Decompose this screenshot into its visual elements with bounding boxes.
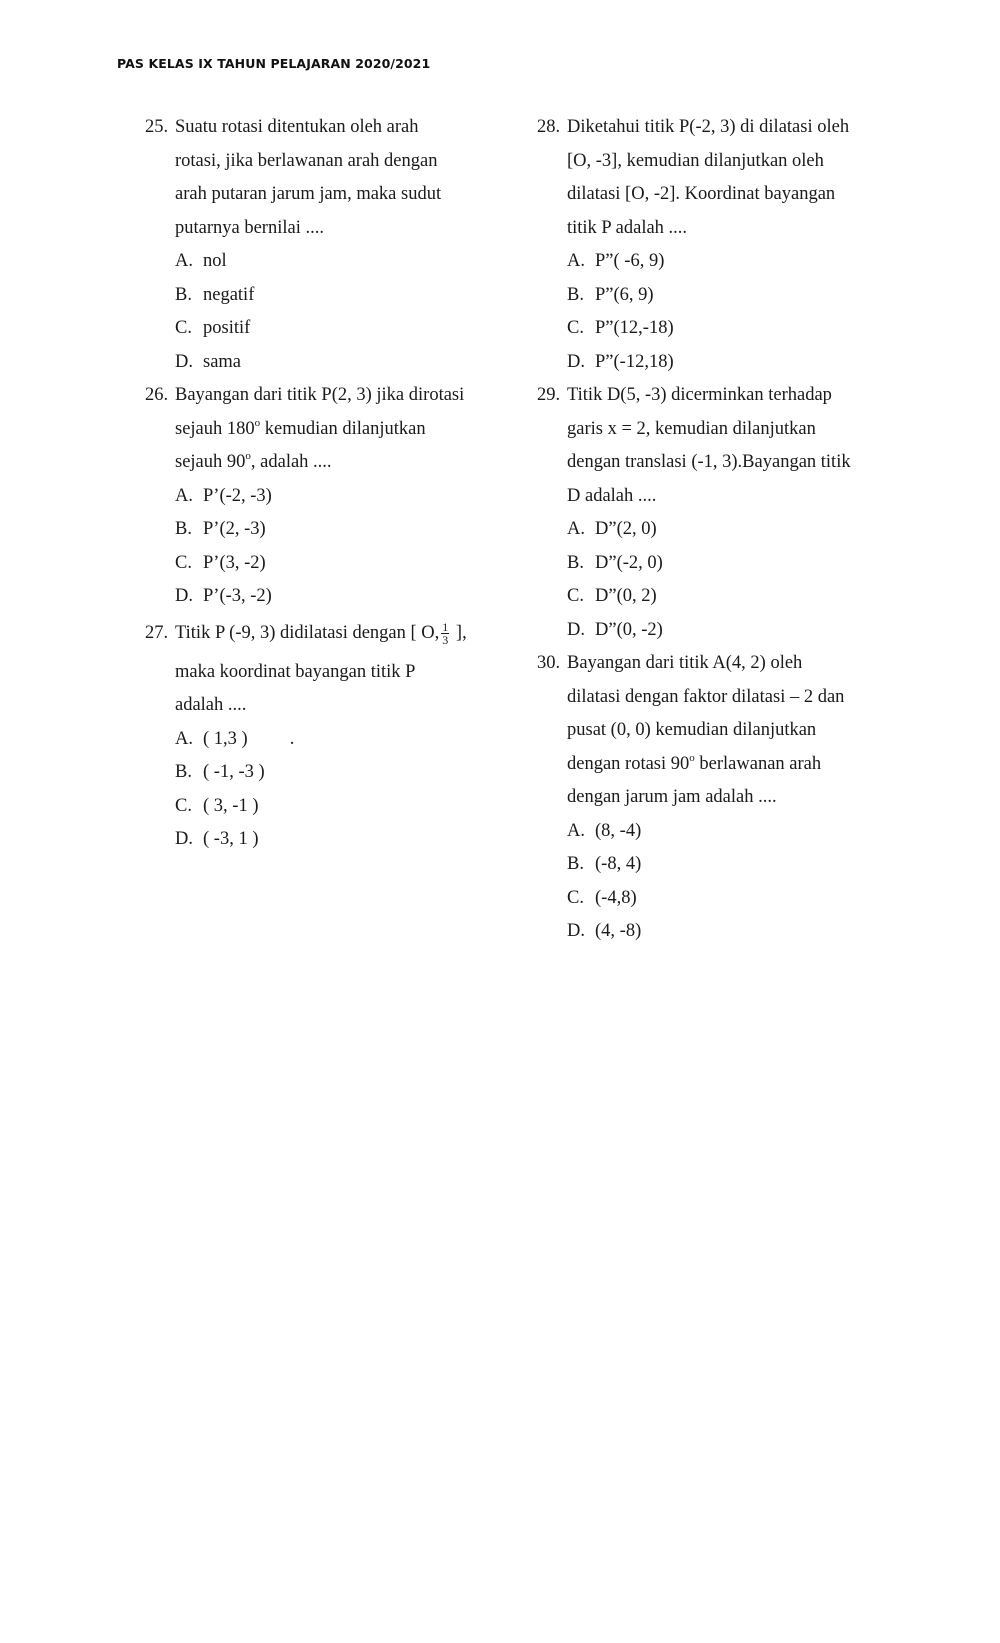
text: ], xyxy=(451,622,467,643)
degree-sup: o xyxy=(689,751,695,764)
option-a[interactable] xyxy=(537,245,882,279)
option-text: ( -3, 1 ) xyxy=(203,829,259,849)
question-text xyxy=(145,446,485,480)
option-text: D”(-2, 0) xyxy=(595,552,663,573)
question-text: arah putaran jarum jam, maka sudut xyxy=(175,184,442,204)
option-letter: C. xyxy=(567,887,584,908)
question-text: Titik D(5, -3) dicerminkan terhadap xyxy=(567,385,832,405)
option-d[interactable] xyxy=(537,346,882,380)
text: dengan rotasi 90 xyxy=(567,753,690,774)
option-letter: D. xyxy=(175,829,193,849)
text: sejauh 90 xyxy=(175,452,246,472)
question-number: 28. xyxy=(537,117,561,137)
question-text: garis x = 2, kemudian dilanjutkan xyxy=(567,418,816,439)
question-text: putarnya bernilai .... xyxy=(175,217,324,238)
option-text: P’(2, -3) xyxy=(203,519,266,539)
question-text: adalah .... xyxy=(175,695,247,715)
option-d[interactable] xyxy=(145,346,485,380)
question-text: Diketahui titik P(-2, 3) di dilatasi oleh xyxy=(567,117,850,137)
question-text xyxy=(145,413,485,447)
option-b[interactable] xyxy=(537,848,882,882)
question-30 xyxy=(537,647,882,949)
option-a[interactable] xyxy=(145,723,485,757)
degree-sup: o xyxy=(245,450,251,462)
question-number: 30. xyxy=(537,653,561,673)
option-text: nol xyxy=(203,251,227,271)
option-letter: D. xyxy=(567,351,585,372)
fraction-denominator: 3 xyxy=(442,632,449,647)
option-text: sama xyxy=(203,351,242,372)
option-letter: B. xyxy=(567,552,584,573)
option-text: D”(0, -2) xyxy=(595,619,663,640)
option-text: positif xyxy=(203,318,251,338)
option-letter: B. xyxy=(175,762,192,782)
option-letter: B. xyxy=(567,284,584,305)
option-d[interactable] xyxy=(145,823,485,857)
option-a[interactable] xyxy=(537,513,882,547)
option-letter: A. xyxy=(567,519,585,539)
question-text: pusat (0, 0) kemudian dilanjutkan xyxy=(567,720,817,740)
degree-sup: o xyxy=(254,416,261,429)
option-letter: A. xyxy=(567,820,585,841)
question-text xyxy=(537,748,882,782)
question-25 xyxy=(145,111,485,379)
question-text: dengan jarum jam adalah .... xyxy=(567,787,777,807)
option-letter: A. xyxy=(175,251,193,271)
option-text: (4, -8) xyxy=(595,921,642,941)
option-text: P’(3, -2) xyxy=(203,552,266,573)
option-d[interactable] xyxy=(537,614,882,648)
option-letter: C. xyxy=(567,586,584,606)
page-header: PAS KELAS IX TAHUN PELAJARAN 2020/2021 xyxy=(117,56,431,71)
question-text: dengan translasi (-1, 3).Bayangan titik xyxy=(567,452,851,472)
option-c[interactable] xyxy=(537,312,882,346)
text: berlawanan arah xyxy=(694,753,822,774)
option-text: (-8, 4) xyxy=(595,854,642,874)
option-d[interactable] xyxy=(145,580,485,614)
option-b[interactable] xyxy=(537,547,882,581)
option-letter: D. xyxy=(567,921,585,941)
question-text: Suatu rotasi ditentukan oleh arah xyxy=(175,117,419,137)
option-letter: D. xyxy=(175,351,193,372)
option-letter: A. xyxy=(175,728,193,749)
question-text: Bayangan dari titik P(2, 3) jika dirotasi xyxy=(175,385,465,405)
option-b[interactable] xyxy=(537,279,882,313)
question-26 xyxy=(145,379,485,614)
option-text: ( 3, -1 ) xyxy=(203,795,259,816)
text: Titik P (-9, 3) didilatasi dengan [ O, xyxy=(175,622,440,643)
option-a[interactable] xyxy=(145,245,485,279)
option-text: (8, -4) xyxy=(595,820,642,841)
left-column xyxy=(145,111,485,857)
question-28 xyxy=(537,111,882,379)
option-b[interactable] xyxy=(145,756,485,790)
option-text: (-4,8) xyxy=(595,887,637,908)
option-text: P’(-3, -2) xyxy=(203,586,272,606)
option-a[interactable] xyxy=(537,815,882,849)
question-text: maka koordinat bayangan titik P xyxy=(175,661,416,682)
question-27 xyxy=(145,614,485,857)
question-text: dilatasi [O, -2]. Koordinat bayangan xyxy=(567,184,836,204)
option-a[interactable] xyxy=(145,480,485,514)
option-text: D”(2, 0) xyxy=(595,519,657,539)
option-d[interactable] xyxy=(537,915,882,949)
option-letter: C. xyxy=(175,318,192,338)
question-29 xyxy=(537,379,882,647)
option-letter: B. xyxy=(175,519,192,539)
option-text: D”(0, 2) xyxy=(595,586,657,606)
question-text xyxy=(145,614,485,652)
question-text: D adalah .... xyxy=(567,485,657,506)
text: , adalah .... xyxy=(250,452,332,472)
option-letter: B. xyxy=(567,854,584,874)
option-text: P’(-2, -3) xyxy=(203,485,272,506)
option-c[interactable] xyxy=(537,882,882,916)
question-number: 26. xyxy=(145,385,169,405)
question-number: 25. xyxy=(145,117,169,137)
question-text: titik P adalah .... xyxy=(567,217,688,238)
stray-mark: . xyxy=(289,728,295,749)
option-text: ( 1,3 ) xyxy=(203,728,248,749)
option-text: negatif xyxy=(203,284,255,305)
option-c[interactable] xyxy=(537,580,882,614)
question-text: rotasi, jika berlawanan arah dengan xyxy=(175,150,438,171)
option-letter: D. xyxy=(175,586,193,606)
question-number: 29. xyxy=(537,385,561,405)
option-text: P”(6, 9) xyxy=(595,284,654,305)
right-column xyxy=(537,111,882,949)
question-text: Bayangan dari titik A(4, 2) oleh xyxy=(567,653,803,673)
option-letter: C. xyxy=(567,318,584,338)
option-letter: C. xyxy=(175,795,192,816)
option-letter: A. xyxy=(567,251,585,271)
option-b[interactable] xyxy=(145,279,485,313)
fraction xyxy=(441,621,449,646)
option-letter: B. xyxy=(175,284,192,305)
text: kemudian dilanjutkan xyxy=(260,418,426,439)
option-text: P”( -6, 9) xyxy=(595,251,665,271)
option-c[interactable] xyxy=(145,790,485,824)
option-text: P”(12,-18) xyxy=(595,318,674,338)
option-c[interactable] xyxy=(145,312,485,346)
option-c[interactable] xyxy=(145,547,485,581)
question-text: dilatasi dengan faktor dilatasi – 2 dan xyxy=(567,686,845,707)
option-text: ( -1, -3 ) xyxy=(203,762,265,782)
option-letter: C. xyxy=(175,552,192,573)
fraction-numerator: 1 xyxy=(442,619,449,634)
text: sejauh 180 xyxy=(175,418,255,439)
question-text: [O, -3], kemudian dilanjutkan oleh xyxy=(567,150,824,171)
option-b[interactable] xyxy=(145,513,485,547)
question-number: 27. xyxy=(145,622,169,643)
option-text: P”(-12,18) xyxy=(595,351,674,372)
option-letter: D. xyxy=(567,619,585,640)
option-letter: A. xyxy=(175,485,193,506)
